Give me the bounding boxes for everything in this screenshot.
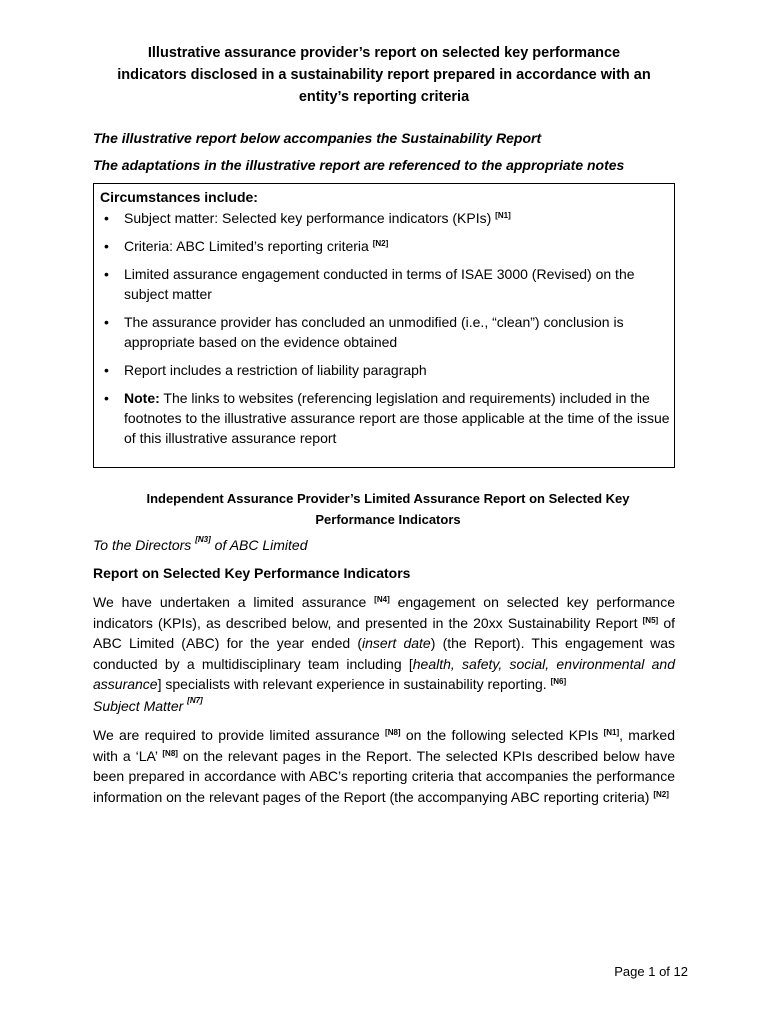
note-reference: [N5] [642, 615, 659, 625]
intro-line-1: The illustrative report below accompanies the Sustainability Report [93, 130, 542, 146]
paragraph-text: We have undertaken a limited assurance [93, 594, 375, 610]
addressee-text: of ABC Limited [210, 537, 308, 553]
list-item [100, 264, 674, 304]
list-item [100, 312, 674, 352]
addressee-text: To the Directors [93, 537, 196, 553]
note-label: Note: [124, 390, 160, 406]
paragraph-text: ) (the Report). This engagement was conducted by a multidisciplinary team including [ [93, 635, 675, 672]
report-title [93, 488, 683, 530]
list-item [100, 208, 674, 228]
paragraph-italic-text: insert date [362, 635, 431, 651]
document-title-line-1: Illustrative assurance provider’s report on selected key performance [147, 45, 621, 61]
note-reference: [N1] [603, 728, 620, 737]
paragraph-text: We are required to provide limited assurance [93, 727, 386, 743]
list-item-text: Subject matter: Selected key performance indicators (KPIs) [124, 210, 496, 226]
list-item [100, 388, 674, 448]
paragraph-text: , marked with a ‘LA’ [93, 727, 675, 764]
bullet-icon: • [104, 210, 109, 226]
list-item-text: Criteria: ABC Limited’s reporting criteria [124, 238, 373, 254]
document-title-line-2: indicators disclosed in a sustainability report prepared in accordance with an [117, 67, 651, 83]
note-reference: [N3] [195, 535, 211, 544]
note-reference: [N2] [653, 789, 669, 799]
paragraph-text: on the following selected KPIs [400, 727, 604, 743]
list-item-text: The assurance provider has concluded an unmodified (i.e., “clean”) conclusion is appropriate based on the evidence obtained [124, 314, 624, 350]
note-reference: [N8] [385, 728, 401, 737]
list-item [100, 360, 674, 380]
circumstances-heading: Circumstances include: [100, 189, 258, 205]
bullet-icon: • [104, 266, 109, 282]
note-reference: [N2] [372, 239, 389, 248]
subject-matter-text: Subject Matter [93, 698, 188, 714]
page-number: Page 1 of 12 [614, 964, 688, 979]
bullet-icon: • [104, 390, 109, 406]
section-heading: Report on Selected Key Performance Indicators [93, 565, 411, 581]
bullet-icon: • [104, 314, 109, 330]
note-reference: [N6] [550, 677, 567, 686]
intro-line-2: The adaptations in the illustrative report are referenced to the appropriate notes [93, 157, 625, 173]
list-item-text: The links to websites (referencing legislation and requirements) included in the footnotes to the illustrative assurance report are those applicable at the time of the issue of this illustrative assurance report [124, 390, 670, 446]
report-title-line-2: Performance Indicators [315, 512, 461, 527]
bullet-icon: • [104, 238, 109, 254]
list-item [100, 236, 674, 256]
document-title-line-3: entity’s reporting criteria [298, 89, 470, 105]
list-item-text: Report includes a restriction of liability paragraph [124, 362, 427, 378]
paragraph-text: ] specialists with relevant experience in sustainability reporting. [157, 676, 551, 692]
note-reference: [N1] [495, 211, 511, 220]
paragraph-text: on the relevant pages in the Report. The selected KPIs described below have been prepared in accordance with ABC’s reporting criteria that accompanies the performance information on the relevant pages of the Report (the accompanying ABC reporting criteria) [93, 747, 675, 805]
circumstances-list [100, 208, 674, 448]
paragraph-text: engagement on selected key performance indicators (KPIs), as described below, and presented in the 20xx Sustainability Report [93, 594, 675, 631]
addressee [93, 537, 675, 553]
subject-matter-heading [93, 698, 675, 714]
note-reference: [N4] [374, 595, 390, 604]
list-item-text: Limited assurance engagement conducted in terms of ISAE 3000 (Revised) on the subject matter [124, 266, 635, 302]
note-reference: [N8] [162, 748, 178, 758]
paragraph-text: of ABC Limited (ABC) for the year ended ( [93, 614, 676, 651]
paragraph-engagement [93, 592, 675, 695]
document-title [80, 42, 688, 108]
report-title-line-1: Independent Assurance Provider’s Limited Assurance Report on Selected Key [146, 491, 630, 506]
bullet-icon: • [104, 362, 109, 378]
paragraph-italic-text: health, safety, social, environmental and assurance [93, 655, 675, 692]
circumstances-box [93, 183, 675, 468]
note-reference: [N7] [187, 696, 203, 705]
paragraph-subject-matter [93, 725, 675, 807]
